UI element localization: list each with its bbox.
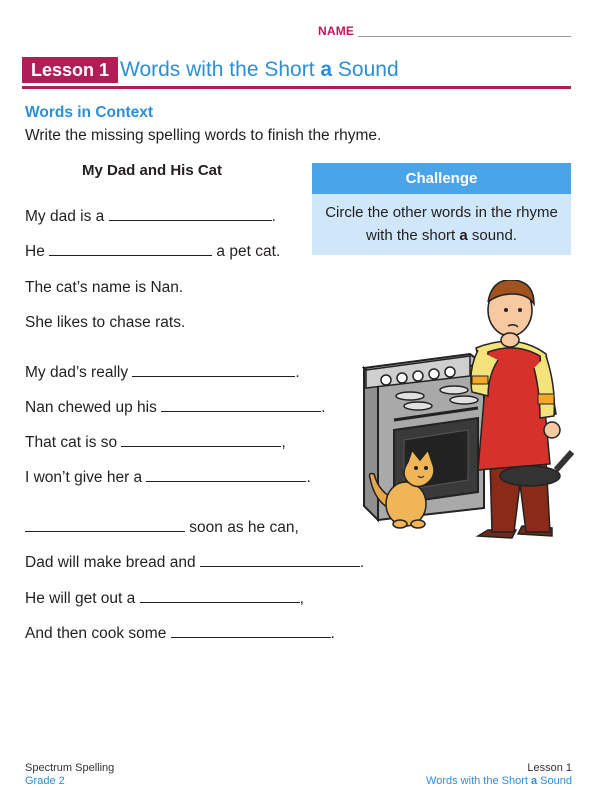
answer-blank[interactable]: [25, 519, 185, 532]
section-heading: Words in Context: [25, 104, 154, 121]
answer-blank[interactable]: [161, 399, 321, 412]
poem-line-text: ,: [281, 434, 286, 451]
poem-line-6: [25, 399, 325, 417]
poem-line-text: Nan chewed up his: [25, 399, 162, 416]
lesson-tag: Lesson 1: [22, 57, 118, 83]
lesson-title-letter: a: [320, 58, 333, 81]
poem-line-12: [25, 625, 335, 643]
footer-title-post: Sound: [537, 775, 572, 787]
poem-line-text: ,: [299, 590, 304, 607]
poem-title: My Dad and His Cat: [82, 162, 223, 179]
poem-line-text: soon as he can,: [185, 519, 299, 536]
answer-blank[interactable]: [109, 208, 272, 221]
poem-line-text: .: [295, 364, 300, 381]
footer-series: Spectrum Spelling: [25, 762, 115, 774]
dad-figure-icon: [471, 280, 572, 538]
challenge-box: [312, 163, 571, 255]
dad-stove-cat-illustration: [360, 280, 580, 540]
poem-line-text: And then cook some: [25, 625, 171, 642]
poem-line-2: [25, 243, 280, 261]
footer-title-pre: Words with the Short: [426, 775, 531, 787]
poem-line-text: Dad will make bread and: [25, 554, 200, 571]
poem-line-text: .: [330, 625, 335, 642]
footer-lesson-title: [426, 775, 572, 787]
answer-blank[interactable]: [132, 364, 295, 377]
answer-blank[interactable]: [140, 590, 300, 603]
poem-line-text: I won’t give her a: [25, 469, 147, 486]
footer-title-letter: a: [531, 775, 538, 787]
poem-line-4: She likes to chase rats.: [25, 314, 186, 331]
poem-line-7: [25, 434, 286, 452]
poem-line-text: a pet cat.: [212, 243, 281, 260]
footer-grade: Grade 2: [25, 775, 65, 787]
answer-blank[interactable]: [200, 554, 360, 567]
poem-line-8: [25, 469, 311, 487]
poem-line-3: The cat’s name is Nan.: [25, 279, 184, 296]
name-write-line[interactable]: [358, 36, 571, 37]
poem-line-text: He will get out a: [25, 590, 140, 607]
footer-lesson: Lesson 1: [527, 762, 572, 774]
poem-line-text: .: [321, 399, 326, 416]
instructions-text: Write the missing spelling words to finish the rhyme.: [25, 127, 382, 144]
challenge-text-post: sound.: [467, 227, 517, 244]
poem-line-text: My dad’s really: [25, 364, 133, 381]
challenge-heading: Challenge: [312, 163, 571, 194]
lesson-title-post: Sound: [332, 58, 399, 81]
title-divider: [22, 86, 571, 89]
challenge-text-letter: a: [459, 227, 468, 244]
lesson-title: [120, 56, 399, 84]
answer-blank[interactable]: [171, 625, 331, 638]
poem-line-5: [25, 364, 300, 382]
answer-blank[interactable]: [49, 243, 212, 256]
poem-line-text: That cat is so: [25, 434, 122, 451]
poem-line-9: [25, 519, 299, 537]
answer-blank[interactable]: [121, 434, 281, 447]
poem-line-text: .: [271, 208, 276, 225]
poem-line-text: .: [306, 469, 311, 486]
poem-line-10: [25, 554, 364, 572]
lesson-title-pre: Words with the Short: [120, 58, 321, 81]
challenge-text-pre: Circle the other words in the rhyme with the short: [325, 204, 558, 244]
poem-line-text: My dad is a: [25, 208, 109, 225]
poem-line-1: [25, 208, 276, 226]
name-label: NAME: [318, 24, 355, 38]
challenge-text: [318, 201, 565, 247]
poem-line-text: .: [359, 554, 365, 571]
answer-blank[interactable]: [146, 469, 306, 482]
poem-line-text: He: [25, 243, 50, 260]
poem-line-11: [25, 590, 304, 608]
